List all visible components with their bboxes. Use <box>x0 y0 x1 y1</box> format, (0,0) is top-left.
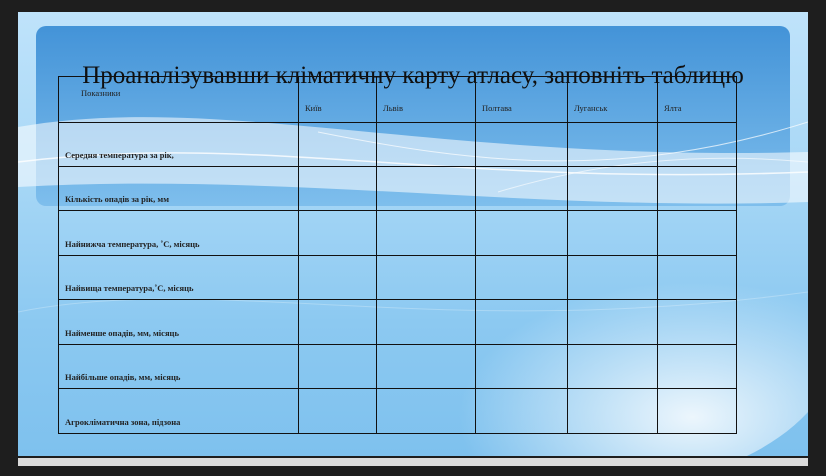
table-row <box>59 122 737 166</box>
table-cell[interactable] <box>658 211 737 255</box>
row-label: Середня температура за рік, <box>59 122 299 166</box>
table-header-row <box>59 77 737 123</box>
table-cell[interactable] <box>476 389 568 434</box>
table-row <box>59 300 737 344</box>
table-cell[interactable] <box>377 166 476 210</box>
table-cell[interactable] <box>568 344 658 388</box>
header-city-kyiv: Київ <box>299 77 377 123</box>
table-cell[interactable] <box>476 300 568 344</box>
table-cell[interactable] <box>568 166 658 210</box>
table-cell[interactable] <box>568 300 658 344</box>
table-cell[interactable] <box>568 389 658 434</box>
table-cell[interactable] <box>658 122 737 166</box>
header-city-poltava: Полтава <box>476 77 568 123</box>
table-cell[interactable] <box>299 211 377 255</box>
table-cell[interactable] <box>658 255 737 299</box>
table-cell[interactable] <box>299 300 377 344</box>
bottom-divider <box>18 458 808 466</box>
header-city-luhansk: Луганськ <box>568 77 658 123</box>
table-row <box>59 344 737 388</box>
table-cell[interactable] <box>658 166 737 210</box>
table-cell[interactable] <box>299 389 377 434</box>
table-cell[interactable] <box>299 122 377 166</box>
row-label: Кількість опадів за рік, мм <box>59 166 299 210</box>
table-cell[interactable] <box>377 344 476 388</box>
table-cell[interactable] <box>476 211 568 255</box>
table-cell[interactable] <box>377 300 476 344</box>
table-cell[interactable] <box>476 166 568 210</box>
table-row <box>59 211 737 255</box>
climate-table <box>58 76 737 434</box>
table-cell[interactable] <box>377 122 476 166</box>
table-cell[interactable] <box>568 211 658 255</box>
row-label: Найбільше опадів, мм, місяць <box>59 344 299 388</box>
row-label: Найнижча температура, ˚С, місяць <box>59 211 299 255</box>
table-cell[interactable] <box>299 344 377 388</box>
row-label: Агрокліматична зона, підзона <box>59 389 299 434</box>
table-row <box>59 389 737 434</box>
table-cell[interactable] <box>568 122 658 166</box>
table-cell[interactable] <box>377 255 476 299</box>
table-cell[interactable] <box>568 255 658 299</box>
slide-title: Проаналізувавши кліматичну карту атласу, заповніть таблицю <box>82 62 744 89</box>
table-row <box>59 166 737 210</box>
table-cell[interactable] <box>299 166 377 210</box>
row-label: Найвища температура,˚С, місяць <box>59 255 299 299</box>
header-indicators: Показники <box>59 77 299 123</box>
row-label: Найменше опадів, мм, місяць <box>59 300 299 344</box>
header-city-lviv: Львів <box>377 77 476 123</box>
table-row <box>59 255 737 299</box>
table-cell[interactable] <box>658 300 737 344</box>
table-cell[interactable] <box>476 255 568 299</box>
table-cell[interactable] <box>377 211 476 255</box>
header-city-yalta: Ялта <box>658 77 737 123</box>
table-cell[interactable] <box>377 389 476 434</box>
table-cell[interactable] <box>299 255 377 299</box>
table-cell[interactable] <box>658 389 737 434</box>
table-cell[interactable] <box>476 344 568 388</box>
table-cell[interactable] <box>658 344 737 388</box>
table-cell[interactable] <box>476 122 568 166</box>
